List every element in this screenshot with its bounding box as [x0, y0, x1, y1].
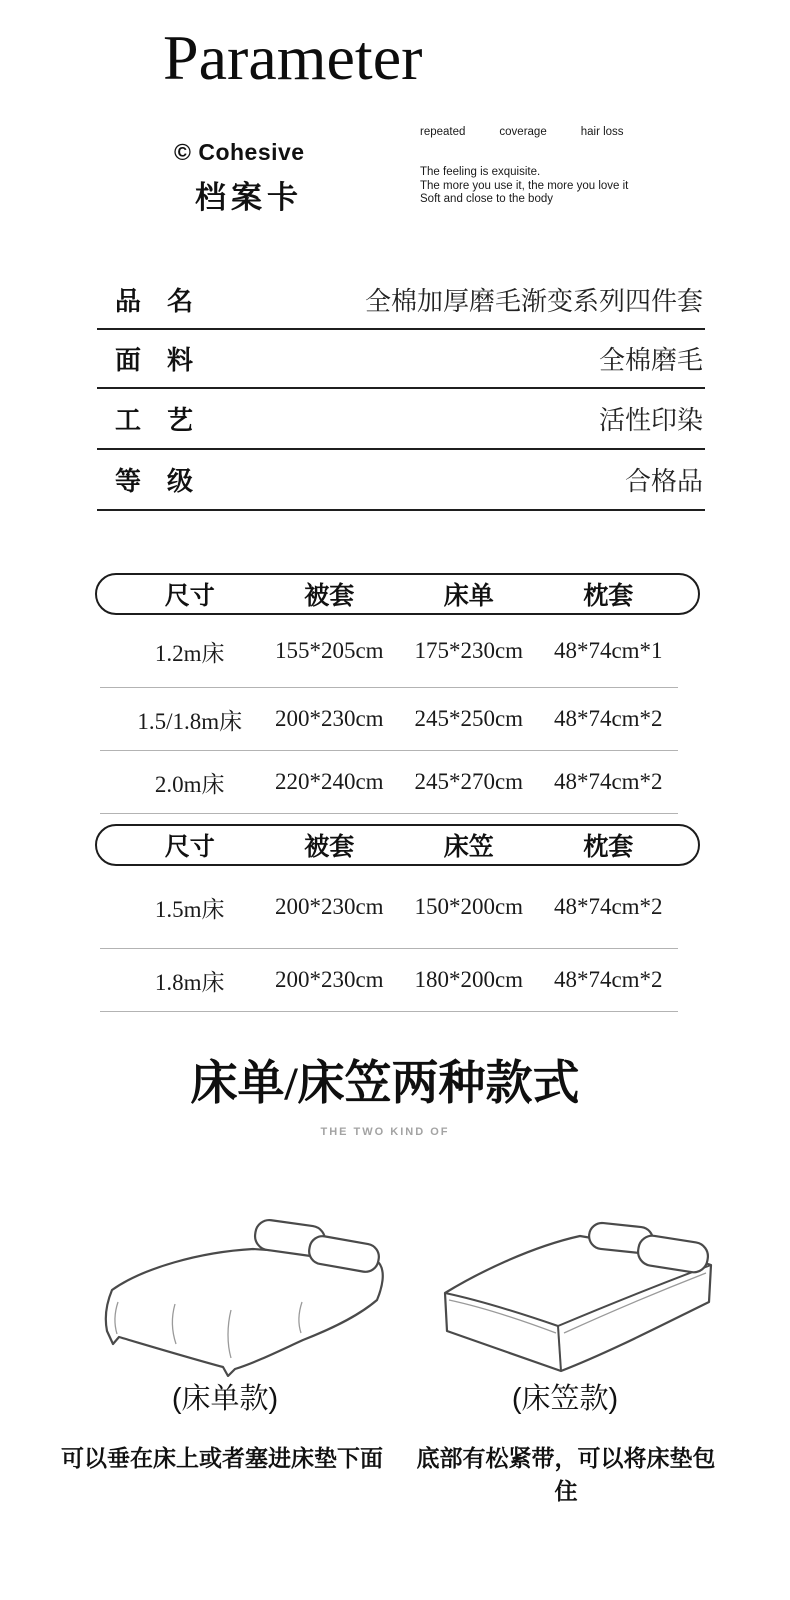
keyword-hair-loss: hair loss	[580, 126, 624, 138]
styles-section-title: 床单/床笠两种款式	[190, 1058, 580, 1110]
keyword-repeated: repeated	[420, 126, 466, 138]
cell: 245*270cm	[414, 769, 524, 794]
flat-sheet-caption: (床单款)	[171, 1383, 279, 1415]
cell: 175*230cm	[414, 638, 524, 663]
spec-row-product-name	[97, 271, 705, 330]
page-title: Parameter	[163, 22, 423, 93]
spec-label: 等 级	[115, 466, 194, 496]
table-row	[100, 751, 678, 814]
fitted-sheet-description: 底部有松紧带，可以将床垫包住	[416, 1445, 716, 1504]
spec-value: 合格品	[624, 467, 703, 496]
spec-row-grade	[97, 450, 705, 511]
col-pillowcase: 枕套	[583, 833, 634, 861]
fitted-sheet-caption: (床笠款)	[511, 1383, 619, 1415]
tagline	[420, 166, 628, 207]
flat-sheet-description: 可以垂在床上或者塞进床垫下面	[61, 1445, 383, 1471]
cell: 2.0m床	[154, 771, 225, 797]
tagline-line: The feeling is exquisite.	[420, 166, 541, 178]
col-pillowcase: 枕套	[583, 582, 634, 610]
cell: 48*74cm*2	[553, 706, 663, 731]
spec-row-fabric	[97, 330, 705, 389]
cell: 48*74cm*2	[553, 967, 663, 992]
fitted-sheet-mattress-illustration	[428, 1183, 738, 1373]
cell: 48*74cm*1	[553, 638, 663, 663]
col-size: 尺寸	[164, 833, 215, 861]
keyword-row	[420, 126, 624, 138]
cell: 48*74cm*2	[553, 769, 663, 794]
cell: 1.5/1.8m床	[137, 708, 243, 734]
tagline-line: The more you use it, the more you love it	[420, 179, 629, 192]
cell: 180*200cm	[414, 967, 524, 992]
spec-value: 全棉磨毛	[598, 346, 703, 375]
cell: 200*230cm	[274, 967, 384, 992]
table-row	[100, 688, 678, 751]
archive-card-label: 档案卡	[195, 180, 303, 215]
cell: 220*240cm	[274, 769, 384, 794]
col-duvet-cover: 被套	[304, 582, 355, 610]
col-fitted-sheet: 床笠	[443, 833, 494, 861]
table-row	[100, 866, 678, 949]
cell: 1.5m床	[154, 896, 225, 922]
tagline-line: Soft and close to the body	[420, 193, 553, 205]
spec-label: 工 艺	[115, 405, 194, 435]
spec-row-craft	[97, 389, 705, 450]
table-row	[100, 615, 678, 688]
size-table1-header	[120, 573, 678, 615]
spec-label: 面 料	[115, 345, 194, 375]
spec-label: 品 名	[115, 286, 194, 316]
cell: 200*230cm	[274, 894, 384, 919]
styles-section-subtitle: THE TWO KIND OF	[320, 1126, 450, 1138]
size-table2-header	[120, 824, 678, 866]
flat-sheet-bed-illustration	[55, 1192, 395, 1377]
spec-value: 活性印染	[598, 406, 703, 435]
col-flat-sheet: 床单	[443, 582, 494, 610]
table-row	[100, 949, 678, 1012]
spec-value: 全棉加厚磨毛渐变系列四件套	[364, 287, 703, 316]
brand-label: © Cohesive	[174, 139, 305, 165]
cell: 1.2m床	[154, 640, 225, 666]
cell: 1.8m床	[154, 969, 225, 995]
size-table2-body	[100, 866, 705, 1012]
cell: 150*200cm	[414, 894, 524, 919]
cell: 48*74cm*2	[553, 894, 663, 919]
cell: 200*230cm	[274, 706, 384, 731]
col-duvet-cover: 被套	[304, 833, 355, 861]
keyword-coverage: coverage	[499, 126, 547, 138]
size-table1-body	[100, 615, 705, 814]
cell: 245*250cm	[414, 706, 524, 731]
spec-table	[97, 271, 705, 511]
col-size: 尺寸	[164, 582, 215, 610]
cell: 155*205cm	[274, 638, 384, 663]
